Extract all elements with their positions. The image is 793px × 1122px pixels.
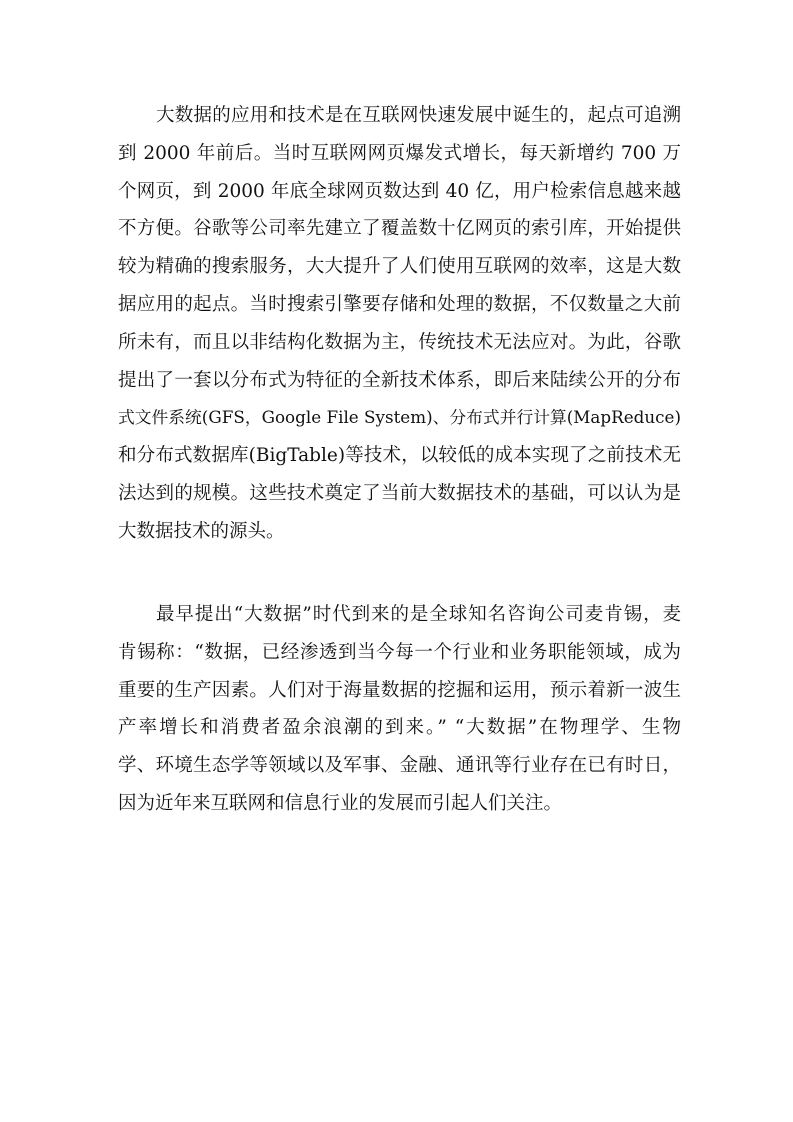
text-line: 个网页，到 2000 年底全球网页数达到 40 亿，用户检索信息越来越 — [118, 180, 681, 202]
text-line: 据应用的起点。当时搜索引擎要存储和处理的数据，不仅数量之大前 — [118, 293, 681, 315]
text-line: 肯锡称：“数据，已经渗透到当今每一个行业和业务职能领域，成为 — [118, 641, 681, 663]
text-line: 提出了一套以分布式为特征的全新技术体系，即后来陆续公开的分布 — [118, 369, 681, 391]
text-line: 到 2000 年前后。当时互联网网页爆发式增长，每天新增约 700 万 — [118, 142, 681, 164]
text-line: 因为近年来互联网和信息行业的发展而引起人们关注。 — [118, 792, 563, 814]
text-line: 式文件系统(GFS，Google File System)、分布式并行计算(MapReduce) — [118, 407, 681, 428]
text-line: 法达到的规模。这些技术奠定了当前大数据技术的基础，可以认为是 — [118, 482, 681, 504]
text-line: 重要的生产因素。人们对于海量数据的挖掘和运用，预示着新一波生 — [118, 679, 681, 701]
text-line: 大数据技术的源头。 — [118, 520, 285, 542]
text-line: 较为精确的搜索服务，大大提升了人们使用互联网的效率，这是大数 — [118, 256, 681, 278]
text-line: 所未有，而且以非结构化数据为主，传统技术无法应对。为此，谷歌 — [118, 331, 681, 353]
text-line: 最早提出“大数据”时代到来的是全球知名咨询公司麦肯锡，麦 — [156, 604, 681, 625]
text-line: 不方便。谷歌等公司率先建立了覆盖数十亿网页的索引库，开始提供 — [118, 218, 681, 240]
text-line: 和分布式数据库(BigTable)等技术，以较低的成本实现了之前技术无 — [118, 445, 681, 467]
paragraph-big-data-origin — [118, 97, 681, 551]
text-line: 大数据的应用和技术是在互联网快速发展中诞生的，起点可追溯 — [156, 105, 681, 126]
text-line: 学、环境生态学等领域以及军事、金融、通讯等行业存在已有时日， — [118, 755, 681, 777]
text-line: 产率增长和消费者盈余浪潮的到来。” “大数据”在物理学、生物 — [118, 717, 681, 739]
paragraph-mckinsey-big-data — [118, 596, 681, 823]
